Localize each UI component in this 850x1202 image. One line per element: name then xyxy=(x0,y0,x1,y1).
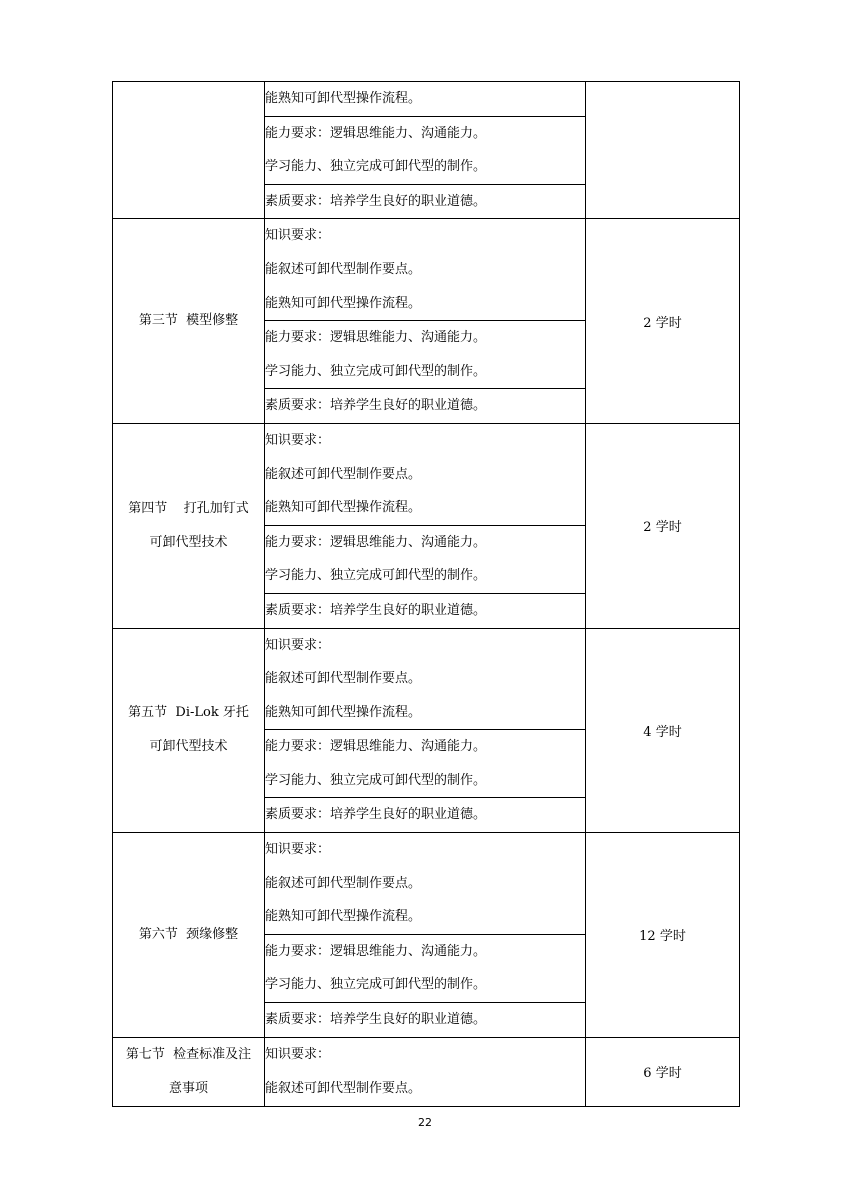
ability-requirement-cell xyxy=(265,321,586,389)
quality-requirement-cell xyxy=(265,593,586,628)
requirement-line: 知识要求： xyxy=(265,432,331,448)
section-title-line: 可卸代型技术 xyxy=(149,534,228,550)
requirement-line: 能叙述可卸代型制作要点。 xyxy=(265,875,422,891)
requirement-line: 能叙述可卸代型制作要点。 xyxy=(265,261,422,277)
knowledge-requirement-cell xyxy=(265,423,586,525)
hours-cell: 4 学时 xyxy=(586,628,740,833)
requirement-line: 能熟知可卸代型操作流程。 xyxy=(265,295,422,311)
requirement-line: 学习能力、独立完成可卸代型的制作。 xyxy=(265,363,487,379)
course-schedule-table xyxy=(112,81,740,1107)
knowledge-requirement-cell xyxy=(265,628,586,730)
requirement-line: 学习能力、独立完成可卸代型的制作。 xyxy=(265,977,487,993)
table-row xyxy=(113,82,740,117)
requirement-line: 能力要求：逻辑思维能力、沟通能力。 xyxy=(265,739,487,755)
ability-requirement-cell xyxy=(265,730,586,798)
section-title-line: 意事项 xyxy=(168,1080,208,1096)
requirement-line: 知识要求： xyxy=(265,842,331,858)
quality-requirement-cell xyxy=(265,389,586,424)
section-title-line: 可卸代型技术 xyxy=(149,739,228,755)
table-row xyxy=(113,423,740,525)
requirement-line: 能力要求：逻辑思维能力、沟通能力。 xyxy=(265,534,487,550)
requirement-line: 能力要求：逻辑思维能力、沟通能力。 xyxy=(265,943,487,959)
requirement-line: 知识要求： xyxy=(265,228,331,244)
ability-requirement-cell xyxy=(265,116,586,184)
table-row xyxy=(113,219,740,321)
page-number: 22 xyxy=(418,1116,432,1129)
requirement-line: 能叙述可卸代型制作要点。 xyxy=(265,1080,422,1096)
section-title-line: 第三节 模型修整 xyxy=(138,313,239,329)
requirement-line: 能熟知可卸代型操作流程。 xyxy=(265,91,422,106)
requirement-line: 学习能力、独立完成可卸代型的制作。 xyxy=(265,772,487,788)
table-row xyxy=(113,833,740,935)
ability-requirement-cell xyxy=(265,934,586,1002)
hours-cell: 6 学时 xyxy=(586,1037,740,1106)
section-title-line: 第四节 打孔加钉式 xyxy=(128,500,249,516)
section-title-line: 第五节 Di-Lok 牙托 xyxy=(128,705,249,721)
hours-cell xyxy=(586,82,740,219)
requirement-line: 知识要求： xyxy=(265,1047,331,1063)
quality-requirement-cell xyxy=(265,184,586,219)
requirement-line: 能力要求：逻辑思维能力、沟通能力。 xyxy=(265,125,487,141)
requirement-line: 能叙述可卸代型制作要点。 xyxy=(265,466,422,482)
requirement-line: 素质要求：培养学生良好的职业道德。 xyxy=(265,1012,487,1028)
knowledge-requirement-cell xyxy=(265,82,586,117)
requirement-line: 素质要求：培养学生良好的职业道德。 xyxy=(265,398,487,414)
requirement-line: 素质要求：培养学生良好的职业道德。 xyxy=(265,807,487,823)
section-title-cell xyxy=(113,219,265,424)
requirement-line: 知识要求： xyxy=(265,637,331,653)
section-title-line: 第六节 颈缘修整 xyxy=(138,926,239,942)
requirement-line: 能力要求：逻辑思维能力、沟通能力。 xyxy=(265,330,487,346)
requirement-line: 素质要求：培养学生良好的职业道德。 xyxy=(265,602,487,618)
requirement-line: 能熟知可卸代型操作流程。 xyxy=(265,704,422,720)
quality-requirement-cell xyxy=(265,1003,586,1038)
section-title-line: 第七节 检查标准及注 xyxy=(125,1046,252,1062)
knowledge-requirement-cell xyxy=(265,219,586,321)
section-title-cell xyxy=(113,423,265,628)
hours-cell: 2 学时 xyxy=(586,219,740,424)
section-title-cell xyxy=(113,1037,265,1106)
requirement-line: 能熟知可卸代型操作流程。 xyxy=(265,500,422,516)
requirement-line: 素质要求：培养学生良好的职业道德。 xyxy=(265,193,487,209)
hours-cell: 2 学时 xyxy=(586,423,740,628)
requirement-line: 能熟知可卸代型操作流程。 xyxy=(265,909,422,925)
section-title-cell xyxy=(113,82,265,219)
knowledge-requirement-cell xyxy=(265,833,586,935)
table-row xyxy=(113,628,740,730)
hours-cell: 12 学时 xyxy=(586,833,740,1038)
ability-requirement-cell xyxy=(265,525,586,593)
requirement-line: 学习能力、独立完成可卸代型的制作。 xyxy=(265,159,487,175)
quality-requirement-cell xyxy=(265,798,586,833)
requirement-line: 能叙述可卸代型制作要点。 xyxy=(265,671,422,687)
section-title-cell xyxy=(113,833,265,1038)
knowledge-requirement-cell xyxy=(265,1037,586,1106)
section-title-cell xyxy=(113,628,265,833)
requirement-line: 学习能力、独立完成可卸代型的制作。 xyxy=(265,568,487,584)
table-row xyxy=(113,1037,740,1106)
